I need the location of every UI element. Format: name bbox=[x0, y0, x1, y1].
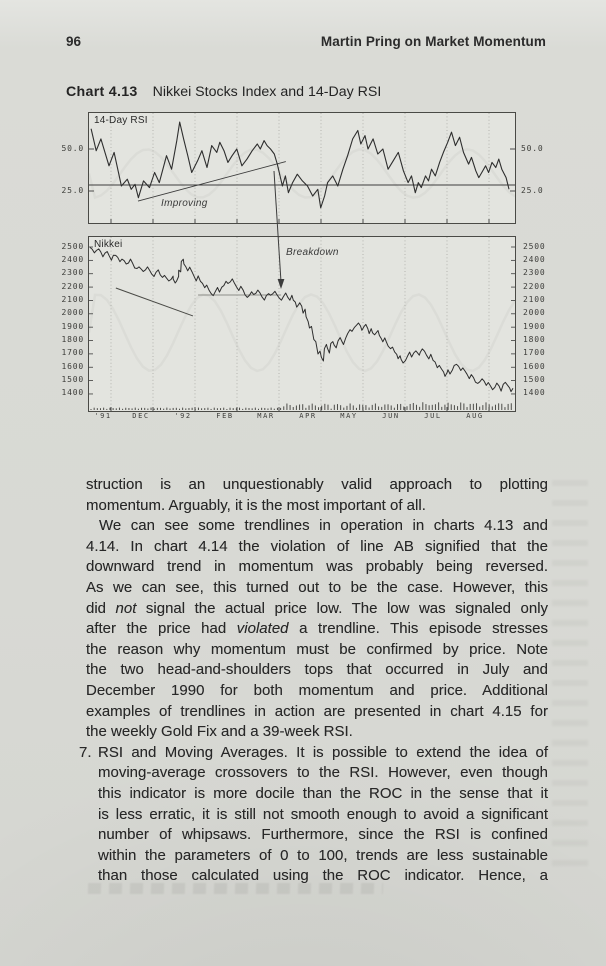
text-line-content bbox=[86, 599, 548, 620]
text-line bbox=[86, 660, 548, 681]
nikkei-y-tick-label: 2300 bbox=[523, 268, 546, 278]
list-marker: 7. bbox=[79, 743, 92, 761]
nikkei-y-tick-label: 2500 bbox=[61, 241, 84, 251]
nikkei-x-tick-label: '91 bbox=[94, 412, 112, 420]
text-line bbox=[86, 599, 548, 620]
text-line bbox=[86, 578, 548, 599]
text-segment: December 1990 for both momentum and price. Additional bbox=[86, 681, 548, 699]
nikkei-x-tick-label: JUL bbox=[424, 412, 442, 420]
bleed-through-chart bbox=[89, 149, 515, 197]
text-line-content bbox=[98, 866, 548, 887]
paragraph-continuation bbox=[86, 475, 548, 516]
volume-bars bbox=[91, 402, 511, 410]
text-line-content bbox=[86, 496, 426, 517]
text-line-content bbox=[99, 516, 548, 537]
text-segment: within the parameters of 0 to 100, trends are less sustainable bbox=[98, 846, 549, 864]
nikkei-y-tick-label: 2300 bbox=[61, 268, 84, 278]
nikkei-y-tick-label: 2100 bbox=[61, 294, 84, 304]
text-segment: examples of trendlines in action are presented in chart 4.15 for bbox=[86, 702, 548, 720]
text-line-content bbox=[86, 660, 548, 681]
nikkei-y-tick-label: 2200 bbox=[61, 281, 84, 291]
text-line-content bbox=[86, 537, 548, 558]
figure-caption-label: Chart 4.13 bbox=[66, 84, 138, 100]
text-line-content bbox=[86, 702, 548, 723]
text-line bbox=[98, 846, 548, 867]
nikkei-chart-canvas bbox=[89, 237, 515, 411]
text-line bbox=[98, 825, 548, 846]
text-line bbox=[86, 496, 548, 517]
nikkei-chart-panel bbox=[88, 236, 516, 412]
text-line-content bbox=[86, 557, 548, 578]
nikkei-y-tick-label: 1500 bbox=[523, 375, 546, 385]
text-segment: number of whipsaws. Furthermore, since the RSI is confined bbox=[98, 826, 548, 844]
nikkei-x-tick-label: DEC bbox=[132, 412, 150, 420]
nikkei-y-tick-label: 1400 bbox=[523, 388, 546, 398]
text-line-content bbox=[86, 681, 548, 702]
text-line bbox=[86, 722, 548, 743]
figure-caption bbox=[66, 84, 381, 100]
text-segment: the weekly Gold Fix and a 39-week RSI. bbox=[86, 723, 353, 741]
text-segment: is less erratic, it is still not smooth enough to avoid a significant bbox=[98, 805, 548, 823]
text-line-content bbox=[98, 784, 548, 805]
text-line bbox=[86, 475, 548, 496]
nikkei-y-tick-label: 1700 bbox=[523, 348, 546, 358]
text-line-content bbox=[86, 619, 548, 640]
nikkei-y-tick-label: 2000 bbox=[523, 308, 546, 318]
nikkei-x-tick-label: MAR bbox=[257, 412, 275, 420]
text-line-content bbox=[86, 578, 548, 599]
text-line bbox=[98, 763, 548, 784]
figure-caption-title: Nikkei Stocks Index and 14-Day RSI bbox=[152, 84, 382, 100]
nikkei-y-tick-label: 2100 bbox=[523, 294, 546, 304]
paragraph-trendlines bbox=[86, 516, 548, 743]
text-line-content bbox=[86, 722, 353, 743]
text-line bbox=[98, 866, 548, 887]
text-line bbox=[98, 784, 548, 805]
nikkei-x-tick-label: JUN bbox=[382, 412, 400, 420]
text-line-content bbox=[98, 763, 548, 784]
nikkei-y-tick-label: 2500 bbox=[523, 241, 546, 251]
text-line-content bbox=[98, 825, 548, 846]
rsi-panel-label: 14-Day RSI bbox=[94, 115, 148, 126]
nikkei-y-tick-label: 2400 bbox=[523, 254, 546, 264]
nikkei-y-tick-label: 1700 bbox=[61, 348, 84, 358]
nikkei-y-tick-label: 1800 bbox=[61, 335, 84, 345]
list-item-7 bbox=[79, 743, 549, 887]
text-segment: did bbox=[86, 599, 116, 617]
rsi-y-tick-label: 25.0 bbox=[521, 185, 544, 195]
text-line bbox=[86, 681, 548, 702]
nikkei-x-tick-label: FEB bbox=[216, 412, 234, 420]
text-line bbox=[79, 743, 549, 764]
nikkei-x-tick-label: '92 bbox=[174, 412, 192, 420]
text-segment: moving-average crossovers to the RSI. However, even though bbox=[98, 764, 549, 782]
text-line-content bbox=[98, 846, 548, 867]
rsi-chart-canvas bbox=[89, 113, 515, 223]
text-line bbox=[86, 557, 548, 578]
improving-annotation: Improving bbox=[161, 198, 208, 209]
page-header bbox=[66, 34, 546, 52]
rsi-y-tick-label: 50.0 bbox=[521, 143, 544, 153]
rsi-y-tick-label: 50.0 bbox=[61, 143, 84, 153]
body-text bbox=[79, 475, 549, 887]
nikkei-y-tick-label: 2200 bbox=[523, 281, 546, 291]
nikkei-x-tick-label: MAY bbox=[340, 412, 358, 420]
nikkei-y-tick-label: 1600 bbox=[61, 361, 84, 371]
nikkei-y-tick-label: 1900 bbox=[61, 321, 84, 331]
text-segment: the reason why momentum must be confirmed by price. Note bbox=[86, 640, 548, 658]
running-header: Martin Pring on Market Momentum bbox=[320, 34, 546, 49]
nikkei-y-tick-label: 1800 bbox=[523, 335, 546, 345]
text-segment: signal the actual price low. The low was signaled only bbox=[136, 599, 549, 617]
text-segment: 4.14. In chart 4.14 the violation of line AB signified that the bbox=[86, 537, 548, 555]
text-segment: than those calculated using the ROC indicator. Hence, a bbox=[98, 867, 549, 885]
text-line bbox=[86, 537, 548, 558]
text-segment: We can see some trendlines in operation in charts 4.13 and bbox=[99, 517, 548, 535]
nikkei-panel-label: Nikkei bbox=[94, 239, 123, 250]
breakdown-annotation: Breakdown bbox=[286, 247, 339, 258]
text-line bbox=[86, 619, 548, 640]
text-segment: this indicator is more docile than the ROC in the sense that it bbox=[98, 784, 548, 802]
text-segment: a trendline. This episode stresses bbox=[288, 620, 548, 638]
text-line bbox=[86, 702, 548, 723]
nikkei-y-tick-label: 1400 bbox=[61, 388, 84, 398]
text-segment: RSI and Moving Averages. It is possible to extend the idea of bbox=[98, 743, 549, 761]
text-line-content bbox=[98, 805, 548, 826]
nikkei-y-tick-label: 1600 bbox=[523, 361, 546, 371]
nikkei-y-tick-label: 2000 bbox=[61, 308, 84, 318]
nikkei-y-tick-label: 1500 bbox=[61, 375, 84, 385]
text-segment: downward trend in momentum was probably being reversed. bbox=[86, 558, 549, 576]
text-segment: the two head-and-shoulders tops that occurred in July and bbox=[86, 661, 548, 679]
text-segment: after the price had bbox=[86, 620, 237, 638]
text-line-content bbox=[86, 475, 548, 496]
nikkei-y-tick-label: 2400 bbox=[61, 254, 84, 264]
text-segment: As we can see, this turned out to be the case. However, this bbox=[86, 578, 549, 596]
text-segment: struction is an unquestionably valid approach to plotting bbox=[86, 476, 549, 493]
nikkei-x-tick-label: APR bbox=[299, 412, 317, 420]
text-line bbox=[86, 640, 548, 661]
page-number: 96 bbox=[66, 34, 82, 49]
text-line bbox=[86, 516, 548, 537]
rsi-chart-panel bbox=[88, 112, 516, 224]
text-line bbox=[98, 805, 548, 826]
text-segment: momentum. Arguably, it is the most important of all. bbox=[86, 496, 426, 514]
price-trendline bbox=[116, 288, 193, 316]
nikkei-x-tick-label: AUG bbox=[466, 412, 484, 420]
text-line-content bbox=[86, 640, 548, 661]
bleed-through-margin bbox=[552, 480, 588, 880]
italic-text: not bbox=[115, 599, 137, 617]
italic-text: violated bbox=[236, 620, 289, 638]
text-line-content bbox=[98, 743, 548, 764]
nikkei-y-tick-label: 1900 bbox=[523, 321, 546, 331]
rsi-y-tick-label: 25.0 bbox=[61, 185, 84, 195]
